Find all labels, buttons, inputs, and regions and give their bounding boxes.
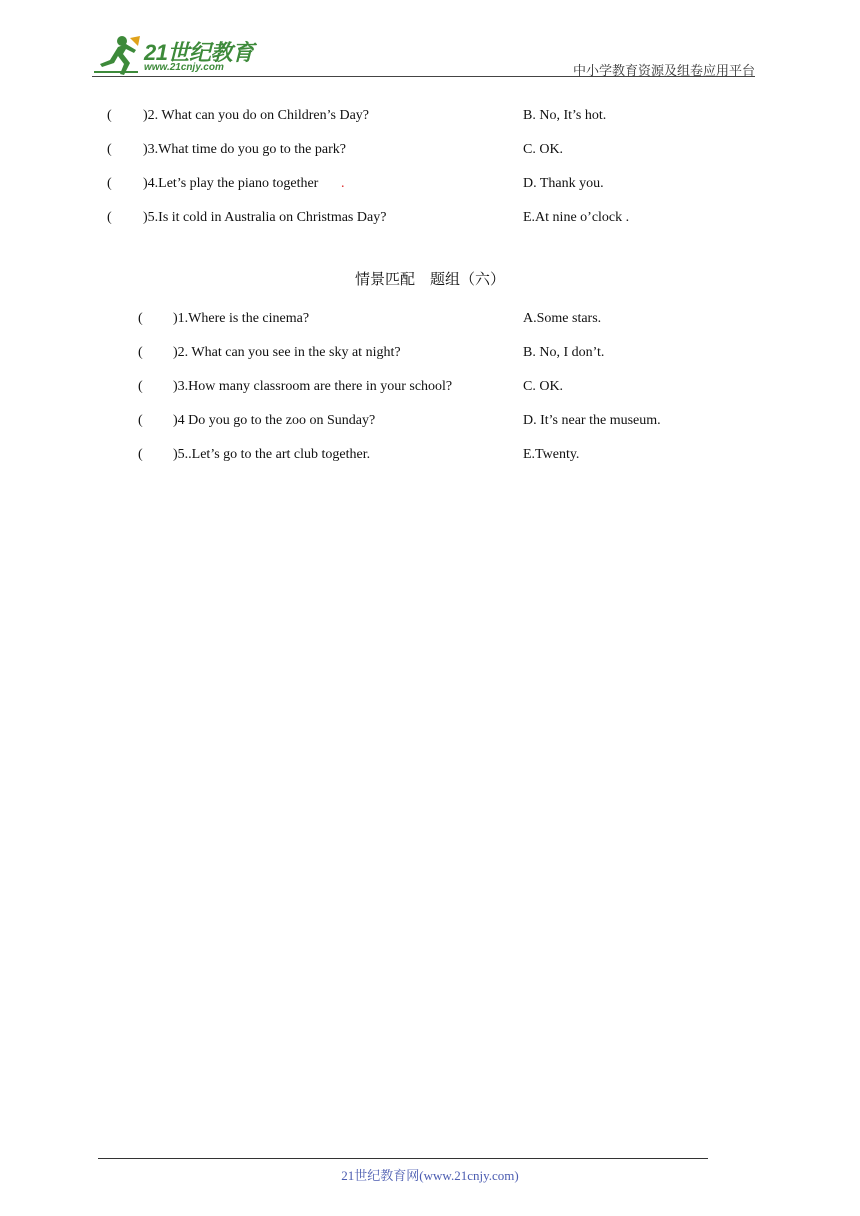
brand-logo — [92, 34, 262, 78]
question-text: )5..Let’s go to the art club together. — [173, 447, 371, 462]
answer-option: B. No, I don’t. — [523, 345, 605, 360]
question-row — [0, 174, 860, 194]
footer-link[interactable]: 21世纪教育网(www.21cnjy.com) — [341, 1168, 519, 1183]
red-mark: . — [341, 176, 345, 191]
answer-blank: ( — [138, 311, 143, 326]
page-header — [0, 0, 860, 80]
logo-text: 21世纪教育 — [144, 40, 254, 65]
question-text: )1.Where is the cinema? — [173, 311, 310, 326]
question-text: )3.How many classroom are there in your school? — [173, 379, 453, 394]
answer-option: D. It’s near the museum. — [523, 413, 661, 428]
question-row — [0, 309, 860, 329]
answer-blank: ( — [107, 210, 112, 225]
footer-divider — [98, 1158, 708, 1159]
question-row — [0, 343, 860, 363]
question-row — [0, 106, 860, 126]
runner-icon — [92, 34, 144, 78]
section-title: 情景匹配 题组（六） — [354, 270, 505, 288]
question-text: )2. What can you do on Children’s Day? — [143, 108, 370, 123]
answer-blank: ( — [138, 413, 143, 428]
header-divider — [92, 76, 755, 77]
answer-option: E.At nine o’clock . — [523, 210, 630, 225]
answer-blank: ( — [107, 176, 112, 191]
answer-blank: ( — [138, 345, 143, 360]
question-text: )5.Is it cold in Australia on Christmas Day? — [143, 210, 387, 225]
question-row — [0, 411, 860, 431]
answer-option: A.Some stars. — [523, 311, 602, 326]
answer-option: D. Thank you. — [523, 176, 604, 191]
question-row — [0, 377, 860, 397]
question-row — [0, 140, 860, 160]
question-text: )3.What time do you go to the park? — [143, 142, 346, 157]
answer-blank: ( — [138, 379, 143, 394]
question-text: )4 Do you go to the zoo on Sunday? — [173, 413, 376, 428]
question-text: )2. What can you see in the sky at night? — [173, 345, 401, 360]
question-text: )4.Let’s play the piano together — [143, 176, 319, 191]
answer-option: B. No, It’s hot. — [523, 108, 607, 123]
answer-blank: ( — [107, 142, 112, 157]
logo-url: www.21cnjy.com — [144, 62, 224, 73]
question-row — [0, 445, 860, 465]
answer-option: E.Twenty. — [523, 447, 580, 462]
header-tagline: 中小学教育资源及组卷应用平台 — [572, 63, 755, 78]
answer-option: C. OK. — [523, 379, 564, 394]
answer-blank: ( — [138, 447, 143, 462]
answer-option: C. OK. — [523, 142, 564, 157]
answer-blank: ( — [107, 108, 112, 123]
question-row — [0, 208, 860, 228]
